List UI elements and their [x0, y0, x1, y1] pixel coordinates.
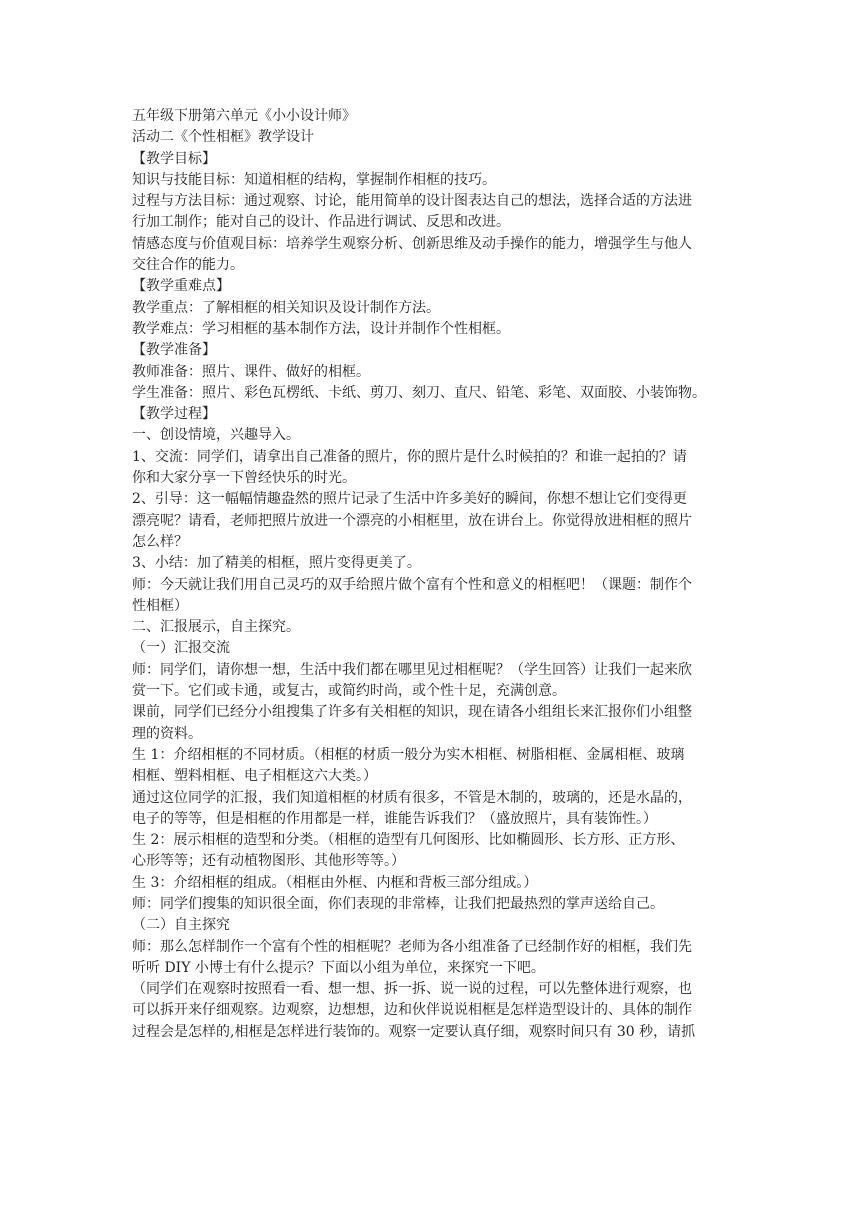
document-body	[132, 106, 736, 1043]
text-line: 活动二《个性相框》教学设计	[132, 129, 314, 146]
text-line: 听听 DIY 小博士有什么提示？下面以小组为单位，来探究一下吧。	[132, 959, 545, 976]
text-line: 生 2：展示相框的造型和分类。（相框的造型有几何图形、比如椭圆形、长方形、正方形、	[132, 832, 685, 849]
text-line: 怎么样？	[132, 533, 188, 550]
text-line: （二）自主探究	[132, 917, 230, 934]
text-line: 交往合作的能力。	[132, 257, 244, 274]
text-line: 1、交流：同学们，请拿出自己准备的照片，你的照片是什么时候拍的？和谁一起拍的？请	[132, 448, 687, 465]
text-line: 课前，同学们已经分小组搜集了许多有关相框的知识，现在请各小组组长来汇报你们小组整	[132, 704, 692, 721]
text-line: 2、引导：这一幅幅情趣盎然的照片记录了生活中许多美好的瞬间，你想不想让它们变得更	[132, 491, 687, 508]
text-line: 一、创设情境，兴趣导入。	[132, 427, 300, 444]
text-line: 生 1：介绍相框的不同材质。（相框的材质一般分为实木相框、树脂相框、金属相框、玻璃	[132, 746, 685, 763]
text-line: 过程会是怎样的,相框是怎样进行装饰的。观察一定要认真仔细，观察时间只有 30 秒，请抓	[132, 1023, 696, 1040]
text-line: 相框、塑料相框、电子相框这六大类。）	[132, 768, 377, 785]
text-line: 行加工制作；能对自己的设计、作品进行调试、反思和改进。	[132, 214, 510, 231]
text-line: 师：那么怎样制作一个富有个性的相框呢？老师为各小组准备了已经制作好的相框，我们先	[132, 938, 692, 955]
text-line: 理的资料。	[132, 725, 202, 742]
text-line: 性相框）	[132, 597, 188, 614]
text-line: 学生准备：照片、彩色瓦楞纸、卡纸、剪刀、刻刀、直尺、铅笔、彩笔、双面胶、小装饰物。	[132, 384, 706, 401]
text-line: 过程与方法目标：通过观察、讨论，能用简单的设计图表达自己的想法，选择合适的方法进	[132, 193, 692, 210]
text-line: 情感态度与价值观目标：培养学生观察分析、创新思维及动手操作的能力，增强学生与他人	[132, 235, 692, 252]
text-line: 【教学目标】	[132, 150, 216, 167]
text-line: 师：同学们，请你想一想，生活中我们都在哪里见过相框呢？（学生回答）让我们一起来欣	[132, 661, 692, 678]
text-line: （一）汇报交流	[132, 640, 230, 657]
text-line: 生 3：介绍相框的组成。（相框由外框、内框和背板三部分组成。）	[132, 874, 538, 891]
text-line: 师：同学们搜集的知识很全面，你们表现的非常棒，让我们把最热烈的掌声送给自己。	[132, 895, 664, 912]
text-line: 心形等等；还有动植物图形、其他形等等。）	[132, 853, 405, 870]
text-line: 你和大家分享一下曾经快乐的时光。	[132, 470, 356, 487]
text-line: 【教学过程】	[132, 406, 216, 423]
text-line: 【教学准备】	[132, 342, 216, 359]
text-line: （同学们在观察时按照看一看、想一想、拆一拆、说一说的过程，可以先整体进行观察，也	[132, 981, 692, 998]
text-line: 通过这位同学的汇报，我们知道相框的材质有很多，不管是木制的，玻璃的，还是水晶的，	[132, 789, 692, 806]
text-line: 师：今天就让我们用自己灵巧的双手给照片做个富有个性和意义的相框吧！（课题：制作个	[132, 576, 692, 593]
text-line: 教学重点：了解相框的相关知识及设计制作方法。	[132, 299, 440, 316]
text-line: 3、小结：加了精美的相框，照片变得更美了。	[132, 555, 421, 572]
text-line: 二、汇报展示，自主探究。	[132, 619, 300, 636]
text-line: 知识与技能目标：知道相框的结构，掌握制作相框的技巧。	[132, 171, 496, 188]
text-line: 教师准备：照片、课件、做好的相框。	[132, 363, 370, 380]
text-line: 【教学重难点】	[132, 278, 230, 295]
text-line: 教学难点：学习相框的基本制作方法，设计并制作个性相框。	[132, 320, 510, 337]
text-line: 电子的等等，但是相框的作用都是一样，谁能告诉我们？（盛放照片，具有装饰性。）	[132, 810, 657, 827]
text-line: 漂亮呢？请看，老师把照片放进一个漂亮的小相框里，放在讲台上。你觉得放进相框的照片	[132, 512, 692, 529]
text-line: 可以拆开来仔细观察。边观察，边想想，边和伙伴说说相框是怎样造型设计的、具体的制作	[132, 1002, 692, 1019]
text-line: 五年级下册第六单元《小小设计师》	[132, 108, 356, 124]
text-line: 赏一下。它们或卡通，或复古，或简约时尚，或个性十足，充满创意。	[132, 683, 566, 700]
